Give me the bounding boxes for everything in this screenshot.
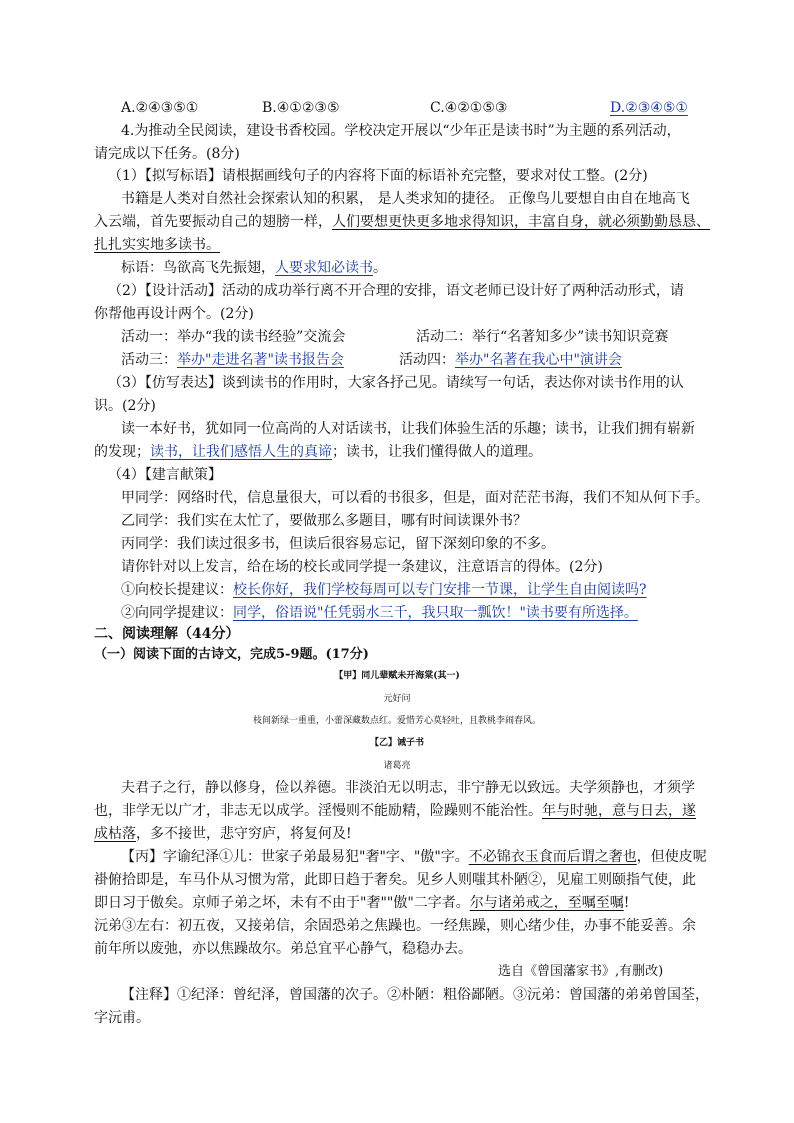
poem-author: 元好问	[383, 694, 411, 704]
slogan-line: 标语：鸟欲高飞先振翅，人要求知必读书。	[121, 260, 387, 276]
task3-passage-line1: 读一本好书，犹如同一位高尚的人对话读书，让我们体验生活的乐趣；读书，让我们拥有崭新	[121, 421, 695, 437]
activity-two: 活动二：举行“名著知多少”读书知识竞赛	[416, 329, 669, 345]
essay-line2: 也，非学无以广才，非志无以成学。淫慢则不能励精，险躁则不能治性。年与时驰，意与日去，遂	[94, 803, 696, 819]
task3-passage-line2: 的发现；读书，让我们感悟人生的真谛；读书，让我们懂得做人的道理。	[94, 444, 542, 460]
activity-four-answer: 举办"名著在我心中"演讲会	[455, 352, 622, 368]
task4-title: （4）【建言献策】	[108, 467, 222, 483]
q4-intro-line1: 4.为推动全民阅读，建设书香校园。学校决定开展以“少年正是读书时”为主题的系列活动，	[121, 123, 681, 139]
task3-title-line2: 识。(2分)	[94, 398, 156, 414]
option-d-answer: D.②③④⑤①	[610, 100, 688, 116]
task3-title-line1: （3）【仿写表达】谈到读书的作用时，大家各抒己见。请续写一句话，表达你对读书作用的认	[108, 375, 684, 391]
essay-underline-2: 成枯落	[94, 826, 136, 842]
student-yi: 乙同学：我们实在太忙了，要做那么多题目，哪有时间读课外书？	[121, 513, 527, 529]
task1-passage-line2: 入云端，首先要振动自己的翅膀一样，人们要想更快更多地求得知识，丰富自身，就必须勤勤恳恳、	[94, 214, 710, 230]
activity-three: 活动三：举办"走进名著"读书报告会	[121, 352, 344, 368]
suggestion-classmate: ②向同学提建议：同学，俗语说"任凭弱水三千，我只取一瓢饮！"读书要有所选择。	[121, 605, 638, 621]
slogan-answer: 人要求知必读书	[275, 260, 373, 276]
essay-title: 【乙】诫子书	[369, 738, 424, 748]
subsection-heading: （一）阅读下面的古诗文，完成5-9题。(17分)	[94, 647, 369, 662]
underlined-sentence: 人们要想更快更多地求得知识，丰富自身，就必须勤勤恳恳、	[332, 214, 710, 230]
q4-intro-line2: 请完成以下任务。(8分)	[94, 146, 240, 162]
essay-author: 诸葛亮	[383, 761, 411, 771]
letter-line4: 沅弟③左右：初五夜，又接弟信，余固恐弟之焦躁也。一经焦躁，则心绪少佳，办事不能妥善。余	[94, 918, 696, 934]
letter-line1: 【丙】字谕纪泽①儿：世家子弟最易犯"奢"字、"傲"字。不必锦衣玉食而后谓之奢也，但使皮呢	[121, 849, 707, 865]
option-b: B.④①②③⑤	[262, 100, 340, 116]
option-a: A.②④③⑤①	[121, 100, 199, 116]
activity-four: 活动四：举办"名著在我心中"演讲会	[399, 352, 622, 368]
task1-passage-line1: 书籍是人类对自然社会探索认知的积累， 是人类求知的捷径。 正像鸟儿要想自由自在地高飞	[121, 191, 690, 207]
annotation-line2: 字沅甫。	[94, 1010, 150, 1026]
source-citation: 选自《曾国藩家书》,有删改)	[498, 964, 664, 979]
task3-answer: 读书，让我们感悟人生的真谛	[150, 444, 332, 460]
annotation-line1: 【注释】①纪泽：曾纪泽，曾国藩的次子。②朴陋：粗俗鄙陋。③沅弟：曾国藩的弟弟曾国荃，	[121, 987, 709, 1003]
essay-line1: 夫君子之行，静以修身，俭以养德。非淡泊无以明志，非宁静无以致远。夫学须静也，才须学	[121, 780, 695, 796]
letter-line5: 前年所以废弛，亦以焦躁故尔。弟总宜平心静气，稳稳办去。	[94, 941, 472, 957]
suggestion-classmate-answer: 同学，俗语说"任凭弱水三千，我只取一瓢饮！"读书要有所选择。	[233, 605, 638, 621]
activity-three-answer: 举办"走进名著"读书报告会	[177, 352, 344, 368]
section-heading: 二、阅读理解（44分）	[94, 626, 240, 642]
essay-underline-1: 年与时驰，意与日去，遂	[542, 803, 696, 819]
task2-title-line1: （2）【设计活动】活动的成功举行离不开合理的安排，语文老师已设计好了两种活动形式，请	[108, 283, 684, 299]
student-bing: 丙同学：我们读过很多书，但读后很容易忘记，留下深刻印象的不多。	[121, 536, 555, 552]
essay-line3: 成枯落，多不接世，悲守穷庐，将复何及!	[94, 826, 352, 842]
option-c: C.④②①⑤③	[430, 100, 508, 116]
suggestion-principal: ①向校长提建议：校长你好，我们学校每周可以专门安排一节课，让学生自由阅读吗?	[121, 582, 647, 598]
task1-passage-line3: 扎扎实实地多读书。	[94, 237, 220, 253]
poem-title: 【甲】同儿辈赋未开海棠(其一)	[334, 671, 460, 681]
task4-ask: 请你针对以上发言，给在场的校长或同学提一条建议，注意语言的得体。(2分)	[121, 559, 603, 575]
letter-underline-1: 不必锦衣玉食而后谓之奢也	[468, 849, 637, 865]
letter-underline-2: 尔与诸弟戒之，至嘱至嘱	[469, 895, 624, 911]
student-jia: 甲同学：网络时代，信息量很大，可以看的书很多，但是，面对茫茫书海，我们不知从何下手。	[121, 490, 709, 506]
letter-line2: 褂俯拾即是，车马仆从习惯为常，此即日趋于奢矣。见乡人则嗤其朴陋②，见雇工则颐指气使，此	[94, 872, 696, 888]
task1-title: （1）【拟写标语】请根据画线句子的内容将下面的标语补充完整，要求对仗工整。(2分)	[108, 168, 648, 184]
letter-line3: 即日习于傲矣。京师子弟之坏，未有不由于"奢""傲"二字者。尔与诸弟戒之，至嘱至嘱!	[94, 895, 630, 911]
activity-one: 活动一：举办“我的读书经验”交流会	[121, 329, 346, 345]
poem-text: 枝间新绿一重重，小蕾深藏数点红。爱惜芳心莫轻吐，且教桃李闹春风。	[252, 716, 541, 726]
suggestion-principal-answer: 校长你好，我们学校每周可以专门安排一节课，让学生自由阅读吗?	[233, 582, 647, 598]
task2-title-line2: 你帮他再设计两个。(2分)	[94, 306, 254, 322]
